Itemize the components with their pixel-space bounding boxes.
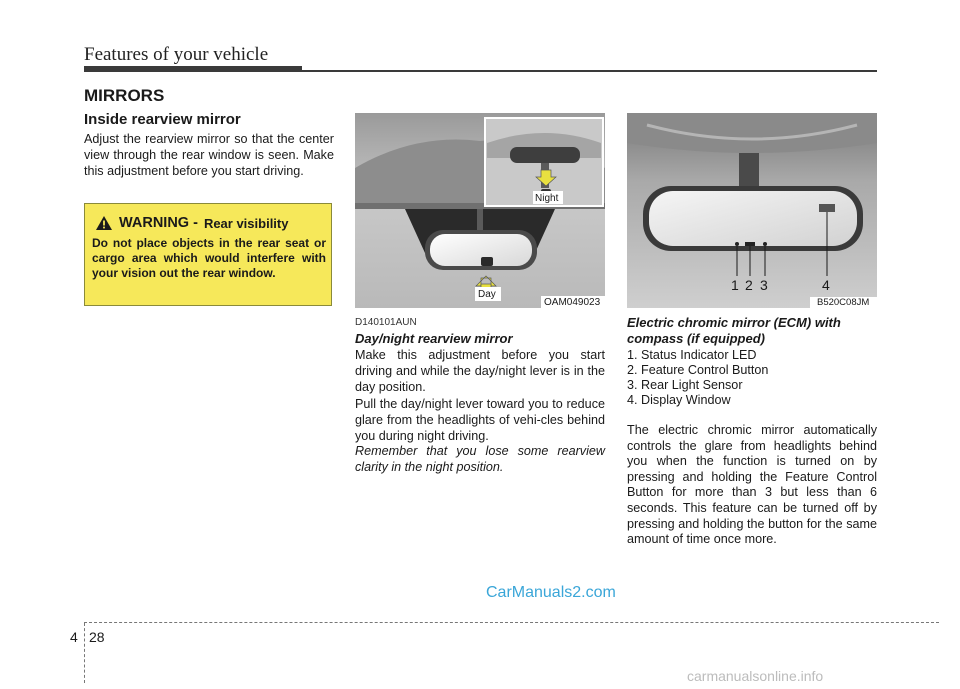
page-header-title: Features of your vehicle [84,44,269,65]
list-item: 1. Status Indicator LED [627,348,757,362]
day-label: Day [478,289,496,300]
watermark-footer: carmanualsonline.info [687,668,824,684]
footer-rule [84,622,939,623]
page-number: 28 [89,629,105,645]
inside-mirror-body: Adjust the rearview mirror so that the center view through the rear window is seen. Make this adjustment before you start driving. [84,132,334,178]
ecm-heading: Electric chromic mirror (ECM) with compass (if equipped) [627,315,841,346]
figure-code-right: B520C08JM [817,297,870,308]
chapter-number: 4 [70,629,78,645]
ecm-mirror-figure [627,113,877,308]
ecm-description: The electric chromic mirror automatically controls the glare from headlights behind you when the function is turned on by pressing and holding the Feature Control Button for more than 3 but less than 6 seconds. This feature can be turned off by pressing and holding the button for the same amount of time once more. [627,423,877,547]
list-item: 3. Rear Light Sensor [627,378,743,392]
header-rule-thin [302,70,877,72]
header-rule-thick [84,66,302,72]
day-night-para-2: Pull the day/night lever toward you to reduce glare from the headlights of vehi-cles behind you during night driving. [355,397,605,443]
warning-sublabel: Rear visibility [203,215,289,231]
callout-4: 4 [822,277,830,293]
inside-mirror-heading: Inside rearview mirror [84,111,241,128]
warning-label: WARNING - [119,215,198,231]
day-night-note: Remember that you lose some rearview clarity in the night position. [355,444,605,474]
figure-code-left: OAM049023 [544,297,601,308]
ecm-parts-list [627,348,768,408]
footer-divider [84,623,85,683]
section-title: MIRRORS [84,86,165,105]
warning-triangle-icon [95,215,113,231]
day-night-heading: Day/night rearview mirror [355,331,513,346]
day-night-mirror-figure [355,113,605,308]
list-item: 2. Feature Control Button [627,363,769,377]
reference-code: D140101AUN [355,317,417,328]
day-night-para-1: Make this adjustment before you start driving and while the day/night lever is in the day position. [355,348,605,394]
night-label: Night [535,193,559,204]
callout-1: 1 [731,277,739,293]
list-item: 4. Display Window [627,393,731,407]
warning-box [84,203,332,306]
callout-2: 2 [745,277,753,293]
warning-text: Do not place objects in the rear seat or cargo area which would interfere with your vision out the rear window. [92,236,326,280]
watermark-link[interactable]: CarManuals2.com [486,584,616,601]
callout-3: 3 [760,277,768,293]
warning-heading [95,215,288,231]
day-night-mirror-illustration [355,113,605,308]
